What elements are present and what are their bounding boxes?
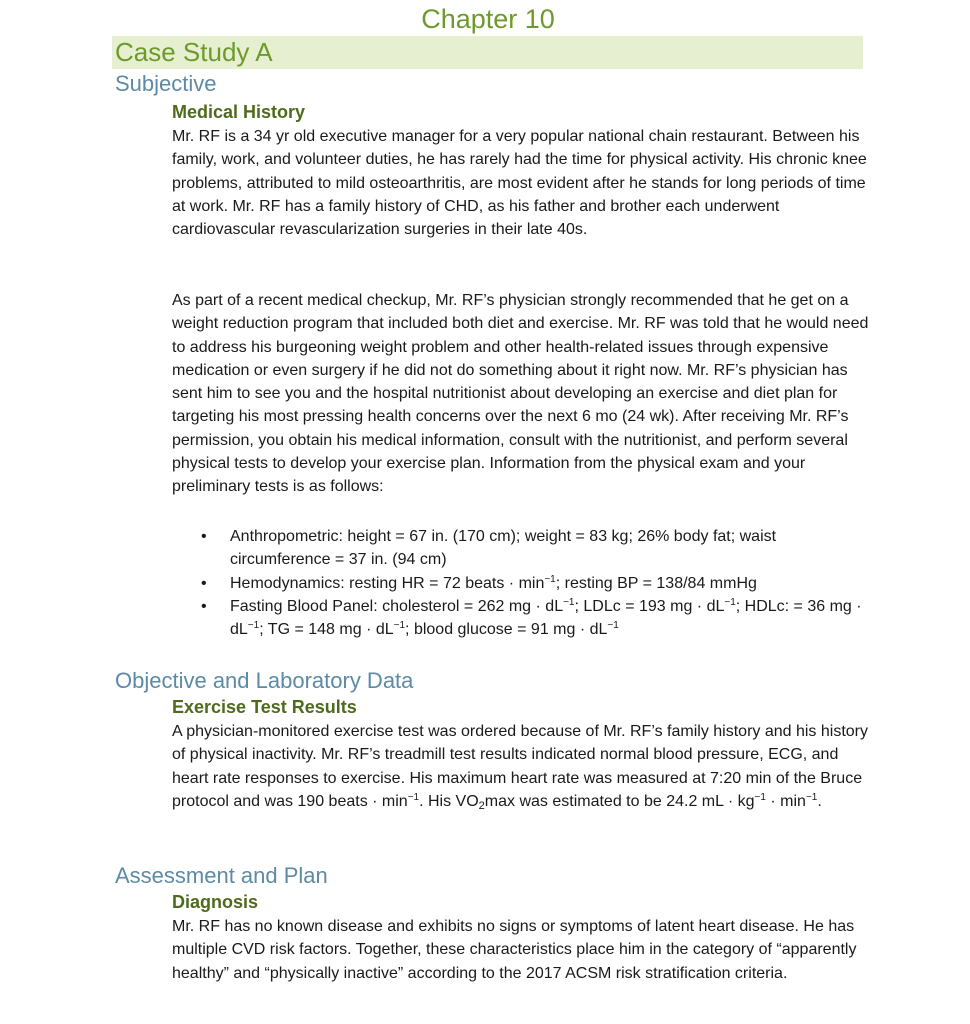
section-heading-assessment: Assessment and Plan bbox=[115, 863, 328, 888]
subheading-diagnosis: Diagnosis bbox=[172, 892, 259, 912]
blood-panel-text-1: Fasting Blood Panel: cholesterol = 262 mg · dL bbox=[230, 597, 564, 615]
blood-panel-text-4: ; TG = 148 mg · dL bbox=[259, 621, 394, 639]
list-item-blood-panel bbox=[172, 595, 872, 642]
chapter-title: Chapter 10 bbox=[421, 4, 555, 34]
list-item-hemodynamics bbox=[172, 572, 872, 595]
hemodynamics-text: Hemodynamics: resting HR = 72 beats · min bbox=[230, 574, 545, 592]
exponent: −1 bbox=[407, 791, 420, 803]
preliminary-tests-list bbox=[172, 525, 872, 641]
exercise-test-paragraph bbox=[172, 720, 872, 813]
subheading-medical-history: Medical History bbox=[172, 102, 306, 122]
case-study-title: Case Study A bbox=[115, 37, 273, 67]
exponent: −1 bbox=[607, 620, 619, 632]
exercise-test-text-1: A physician-monitored exercise test was ordered because of Mr. RF’s family history and his history of physical inactivity. Mr. RF’s treadmill test results indicated normal blood pressure, ECG, and heart rate responses to exercise. His maximum heart rate was measured at 7:20 min of the Bruce protocol and was 190 beats · min bbox=[172, 723, 868, 810]
medical-history-paragraph-1: Mr. RF is a 34 yr old executive manager for a very popular national chain restaurant. Between his family, work, and volunteer duties, he has rarely had the time for physical activity. His chronic knee problems, attributed to mild osteoarthritis, are most evident after he stands for long periods of time at work. Mr. RF has a family history of CHD, as his father and brother each underwent cardiovascular revascularization surgeries in their late 40s. bbox=[172, 128, 867, 239]
subheading-exercise-test-results: Exercise Test Results bbox=[172, 697, 357, 717]
blood-panel-text-5: ; blood glucose = 91 mg · dL bbox=[405, 621, 608, 639]
exercise-test-text-4: · min bbox=[765, 792, 806, 810]
exponent: −1 bbox=[563, 596, 575, 608]
exercise-test-text-2: . His VO bbox=[419, 792, 479, 810]
section-heading-subjective: Subjective bbox=[115, 71, 217, 96]
exponent: −1 bbox=[393, 620, 406, 632]
subscript: 2 bbox=[478, 799, 485, 812]
anthropometric-text: Anthropometric: height = 67 in. (170 cm); weight = 83 kg; 26% body fat; waist circumference = 37 in. (94 cm) bbox=[230, 528, 777, 569]
exponent: −1 bbox=[544, 573, 556, 585]
blood-panel-text-2: ; LDLc = 193 mg · dL bbox=[574, 597, 725, 615]
exercise-test-text-3: max was estimated to be 24.2 mL · kg bbox=[484, 792, 755, 810]
bullet-icon: • bbox=[201, 574, 207, 592]
exercise-test-text-5: . bbox=[817, 792, 822, 810]
hemodynamics-text-2: ; resting BP = 138/84 mmHg bbox=[555, 574, 757, 592]
exponent: −1 bbox=[724, 596, 736, 608]
exponent: −1 bbox=[805, 791, 818, 803]
list-item-anthropometric bbox=[172, 525, 872, 572]
section-heading-objective: Objective and Laboratory Data bbox=[115, 668, 414, 693]
bullet-icon: • bbox=[201, 528, 207, 545]
blood-panel-text-3: ; HDLc: = 36 mg · dL bbox=[230, 597, 862, 639]
diagnosis-paragraph: Mr. RF has no known disease and exhibits no signs or symptoms of latent heart disease. He has multiple CVD risk factors. Together, these characteristics place him in the category of “apparently healthy” and “physically inactive” according to the 2017 ACSM risk stratification criteria. bbox=[172, 918, 857, 982]
bullet-icon: • bbox=[201, 597, 207, 615]
exponent: −1 bbox=[247, 620, 260, 632]
medical-history-paragraph-2: As part of a recent medical checkup, Mr. RF’s physician strongly recommended that he get on a weight reduction program that included both diet and exercise. Mr. RF was told that he would need to address his burgeoning weight problem and other health-related issues through expensive medication or even surgery if he did not do something about it right now. Mr. RF’s physician has sent him to see you and the hospital nutritionist about developing an exercise and diet plan for targeting his most pressing health concerns over the next 6 mo (24 wk). After receiving Mr. RF’s permission, you obtain his medical information, consult with the nutritionist, and perform several physical tests to develop your exercise plan. Information from the physical exam and your preliminary tests is as follows: bbox=[172, 292, 869, 496]
exponent: −1 bbox=[754, 791, 766, 803]
